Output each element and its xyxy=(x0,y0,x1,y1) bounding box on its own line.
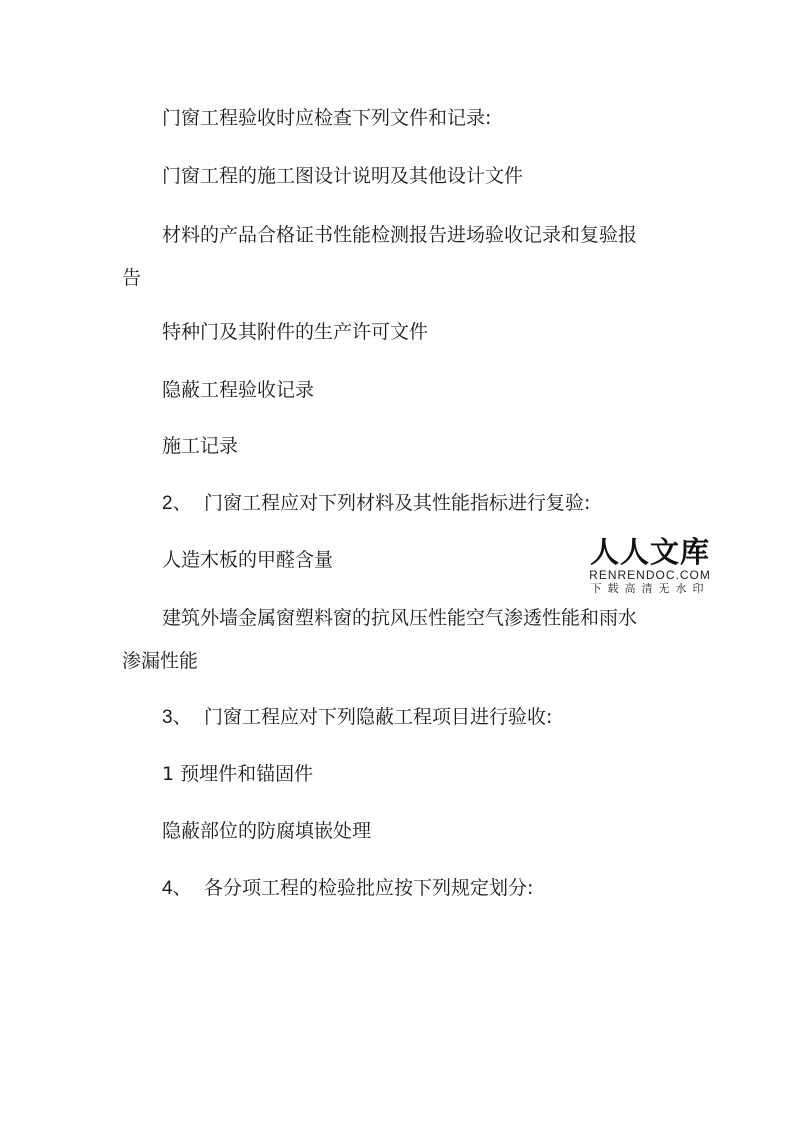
paragraph-line: 隐蔽部位的防腐填嵌处理 xyxy=(162,820,372,842)
paragraph-line: 隐蔽工程验收记录 xyxy=(162,379,315,401)
watermark-title: 人人文库 xyxy=(589,535,710,569)
paragraph-line: 门窗工程的施工图设计说明及其他设计文件 xyxy=(162,165,524,187)
paragraph-line: 建筑外墙金属窗塑料窗的抗风压性能空气渗透性能和雨水 xyxy=(162,607,638,629)
paragraph-line: 1 预埋件和锚固件 xyxy=(162,763,314,785)
item-text: 门窗工程应对下列隐蔽工程项目进行验收: xyxy=(204,706,553,728)
numbered-item-2 xyxy=(162,489,590,518)
paragraph-line: 施工记录 xyxy=(162,435,239,457)
paragraph-line: 特种门及其附件的生产许可文件 xyxy=(162,321,429,343)
item-number: 3、 xyxy=(162,707,192,728)
watermark-tagline: 下载高清无水印 xyxy=(590,582,710,595)
paragraph-continuation: 渗漏性能 xyxy=(122,650,199,672)
item-number: 2、 xyxy=(162,493,192,514)
watermark-logo xyxy=(586,536,714,596)
paragraph-line: 门窗工程验收时应检查下列文件和记录: xyxy=(162,107,492,129)
item-text: 各分项工程的检验批应按下列规定划分: xyxy=(204,877,534,899)
item-text: 门窗工程应对下列材料及其性能指标进行复验: xyxy=(204,492,591,514)
watermark-url: RENRENDOC.COM xyxy=(589,568,711,582)
paragraph-line: 材料的产品合格证书性能检测报告进场验收记录和复验报 xyxy=(162,224,638,246)
paragraph-continuation: 告 xyxy=(122,267,142,289)
item-number: 4、 xyxy=(162,878,192,899)
numbered-item-3 xyxy=(162,703,552,732)
paragraph-line: 人造木板的甲醛含量 xyxy=(162,549,334,571)
numbered-item-4 xyxy=(162,874,533,903)
